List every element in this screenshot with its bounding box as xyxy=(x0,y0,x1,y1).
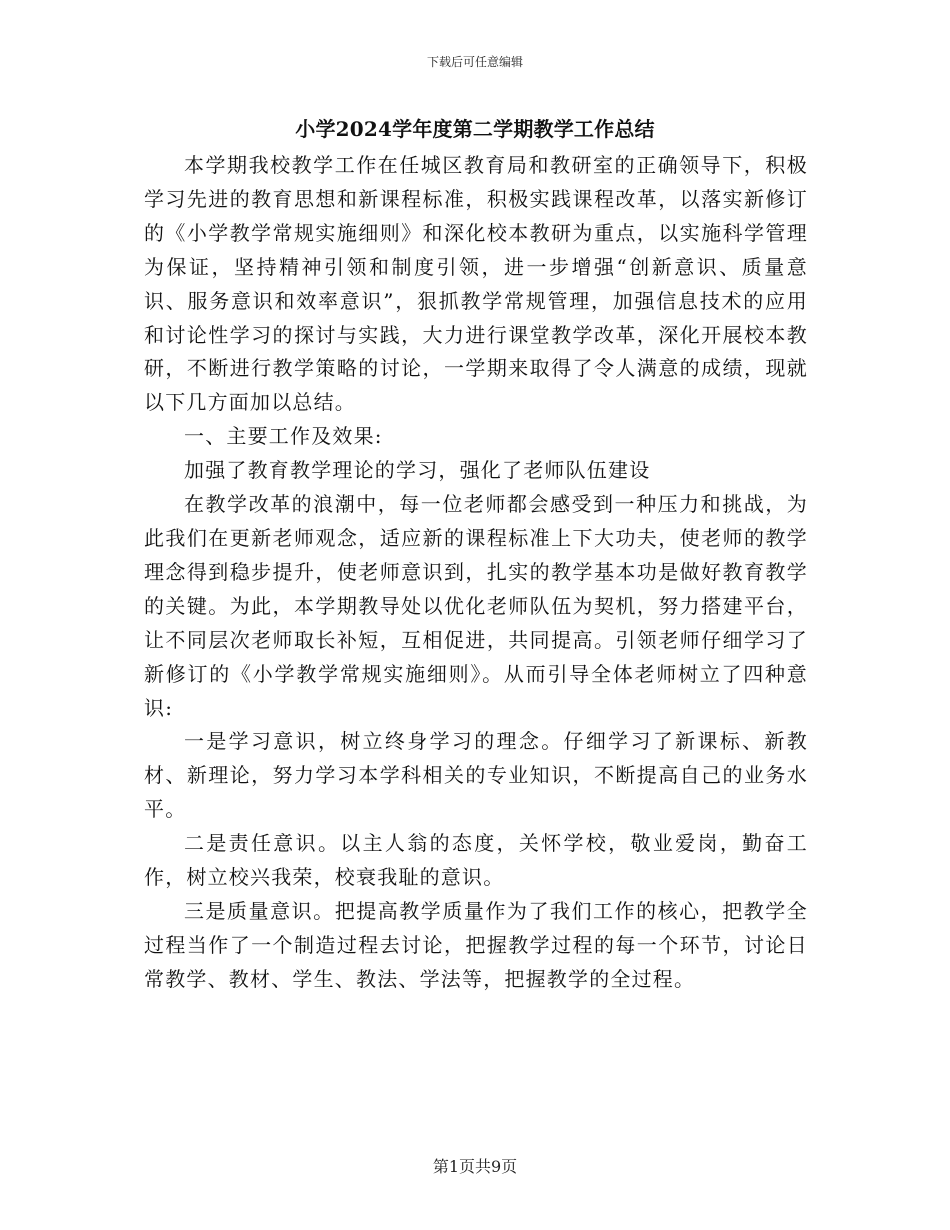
teacher-awareness-paragraph: 在教学改革的浪潮中，每一位老师都会感受到一种压力和挑战，为此我们在更新老师观念，适应新的课程标准上下大功夫，使老师的教学理念得到稳步提升，使老师意识到，扎实的教学基本功是做好教育教学的关键。为此，本学期教导处以优化老师队伍为契机，努力搭建平台，让不同层次老师取长补短，互相促进，共同提高。引领老师仔细学习了新修订的《小学教学常规实施细则》。从而引导全体老师树立了四种意识: xyxy=(144,492,808,720)
section-heading-main-work: 一、主要工作及效果: xyxy=(184,424,383,449)
subheading-teacher-team: 加强了教育教学理论的学习，强化了老师队伍建设 xyxy=(184,458,651,483)
document-title: 小学2024学年度第二学期教学工作总结 xyxy=(295,117,655,141)
quality-awareness-paragraph: 三是质量意识。把提高教学质量作为了我们工作的核心，把教学全过程当作了一个制造过程去讨论，把握教学过程的每一个环节，讨论日常教学、教材、学生、教法、学法等，把握教学的全过程。 xyxy=(144,898,808,991)
learning-awareness-paragraph: 一是学习意识，树立终身学习的理念。仔细学习了新课标、新教材、新理论，努力学习本学科相关的专业知识，不断提高自己的业务水平。 xyxy=(144,729,808,822)
document-body xyxy=(144,149,808,997)
page-number: 第1页共9页 xyxy=(432,1157,518,1176)
responsibility-awareness-paragraph: 二是责任意识。以主人翁的态度，关怀学校，敬业爱岗，勤奋工作，树立校兴我荣，校衰我耻的意识。 xyxy=(144,831,808,890)
intro-paragraph: 本学期我校教学工作在任城区教育局和教研室的正确领导下，积极学习先进的教育思想和新课程标准，积极实践课程改革，以落实新修订的《小学教学常规实施细则》和深化校本教研为重点，以实施科学管理为保证，坚持精神引领和制度引领，进一步增强“创新意识、质量意识、服务意识和效率意识”，狠抓教学常规管理，加强信息技术的应用和讨论性学习的探讨与实践，大力进行课堂教学改革，深化开展校本教研，不断进行教学策略的讨论，一学期来取得了令人满意的成绩，现就以下几方面加以总结。 xyxy=(144,153,808,415)
header-note: 下载后可任意编辑 xyxy=(426,55,523,69)
